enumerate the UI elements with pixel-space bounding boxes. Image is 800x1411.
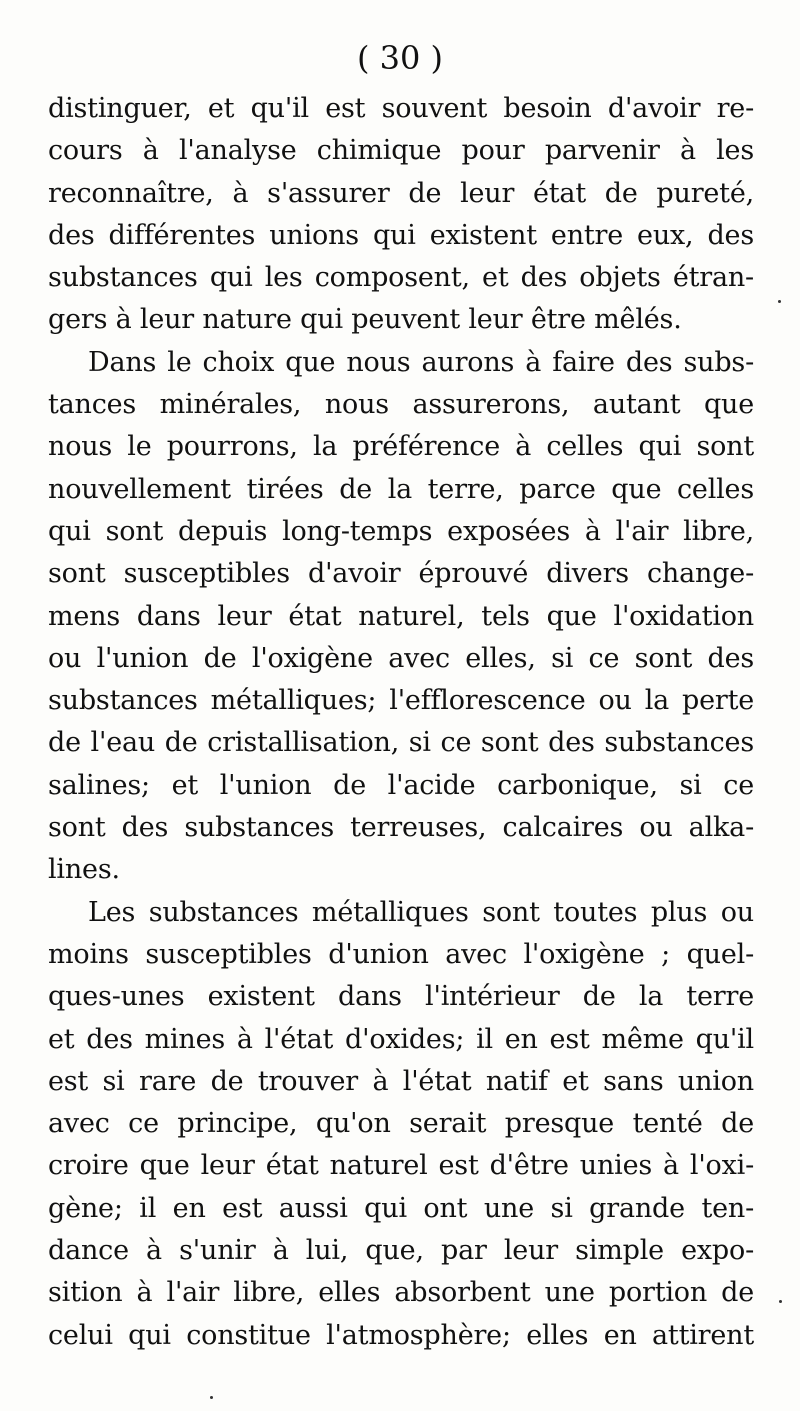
text-line: lines. xyxy=(48,854,120,886)
text-line: Les substances métalliques sont toutes plus ou xyxy=(88,896,754,928)
text-line: substances métalliques; l'efflorescence ou la perte xyxy=(48,685,754,717)
text-line: des différentes unions qui existent entre eux, des xyxy=(48,219,754,251)
text-line: et des mines à l'état d'oxides; il en est même qu'il xyxy=(48,1023,754,1055)
text-line: nouvellement tirées de la terre, parce que celles xyxy=(48,473,754,505)
text-line: substances qui les composent, et des objets étran- xyxy=(48,262,754,294)
text-line: gers à leur nature qui peuvent leur être mêlés. xyxy=(48,304,682,336)
text-line: ques-unes existent dans l'intérieur de la terre xyxy=(48,981,754,1013)
text-line: ou l'union de l'oxigène avec elles, si ce sont des xyxy=(48,642,754,674)
page-number: ( 30 ) xyxy=(356,39,444,77)
text-line: tances minérales, nous assurerons, autant que xyxy=(48,389,754,421)
paragraph xyxy=(48,88,754,342)
speck xyxy=(778,300,781,303)
text-line: croire que leur état naturel est d'être unies à l'oxi- xyxy=(48,1150,754,1182)
text-line: gène; il en est aussi qui ont une si grande ten- xyxy=(48,1192,754,1224)
text-line: Dans le choix que nous aurons à faire des subs- xyxy=(88,346,754,378)
paragraph xyxy=(48,892,754,1357)
text-line: de l'eau de cristallisation, si ce sont des substances xyxy=(48,727,754,759)
speck xyxy=(779,1300,782,1303)
paragraph xyxy=(48,342,754,892)
text-line: distinguer, et qu'il est souvent besoin d'avoir re- xyxy=(48,93,754,124)
body-text xyxy=(48,88,754,1357)
text-line: dance à s'unir à lui, que, par leur simple expo- xyxy=(48,1235,754,1267)
text-line: reconnaître, à s'assurer de leur état de pureté, xyxy=(48,177,754,209)
text-line: cours à l'analyse chimique pour parvenir à les xyxy=(48,135,754,167)
text-line: celui qui constitue l'atmosphère; elles en attirent xyxy=(48,1319,754,1351)
text-line: sition à l'air libre, elles absorbent une portion de xyxy=(48,1277,754,1309)
text-line: nous le pourrons, la préférence à celles qui sont xyxy=(48,431,754,463)
text-line: est si rare de trouver à l'état natif et sans union xyxy=(48,1065,754,1097)
text-line: mens dans leur état naturel, tels que l'oxidation xyxy=(48,600,754,632)
text-line: moins susceptibles d'union avec l'oxigène ; quel- xyxy=(48,938,754,970)
speck xyxy=(210,1396,213,1399)
text-line: avec ce principe, qu'on serait presque tenté de xyxy=(48,1108,754,1140)
text-line: salines; et l'union de l'acide carbonique, si ce xyxy=(48,769,754,801)
text-line: sont susceptibles d'avoir éprouvé divers change- xyxy=(48,558,754,590)
text-line: qui sont depuis long-temps exposées à l'air libre, xyxy=(48,515,754,547)
text-line: sont des substances terreuses, calcaires ou alka- xyxy=(48,812,754,844)
